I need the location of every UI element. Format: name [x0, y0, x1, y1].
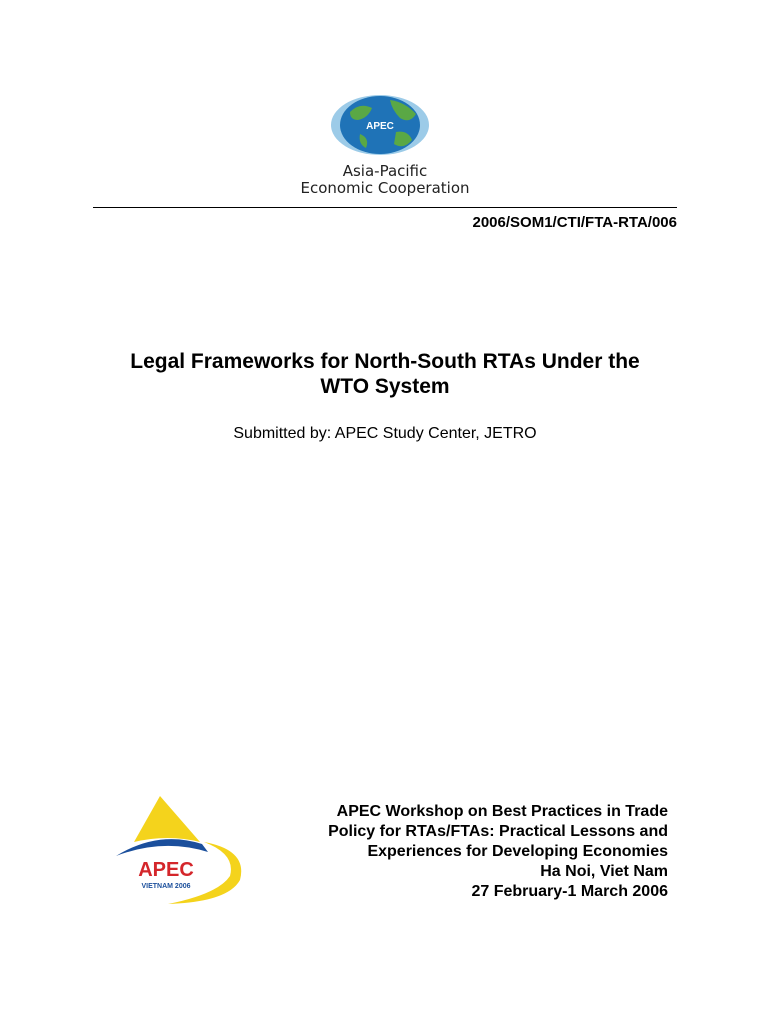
- workshop-info: [328, 802, 668, 902]
- apec-globe-logo: [330, 94, 430, 156]
- org-name-line1: Asia-Pacific: [342, 162, 428, 180]
- title-line1: Legal Frameworks for North-South RTAs Under the: [130, 350, 640, 373]
- apec-vietnam-2006-logo: [108, 790, 248, 915]
- header-divider: [93, 207, 677, 208]
- workshop-line: Policy for RTAs/FTAs: Practical Lessons and: [328, 823, 668, 840]
- document-title: [60, 349, 710, 399]
- logo-text: APEC: [366, 121, 394, 132]
- document-number: 2006/SOM1/CTI/FTA-RTA/006: [472, 214, 677, 231]
- workshop-location: Ha Noi, Viet Nam: [540, 863, 668, 880]
- event-logo-subtext: VIETNAM 2006: [141, 883, 191, 890]
- title-line2: WTO System: [320, 375, 450, 398]
- submitted-by: Submitted by: APEC Study Center, JETRO: [233, 425, 537, 442]
- workshop-line: Experiences for Developing Economies: [367, 843, 668, 860]
- event-logo-text: APEC: [138, 859, 194, 881]
- workshop-dates: 27 February-1 March 2006: [471, 883, 668, 900]
- org-name-line2: Economic Cooperation: [300, 179, 470, 197]
- workshop-line: APEC Workshop on Best Practices in Trade: [336, 803, 668, 820]
